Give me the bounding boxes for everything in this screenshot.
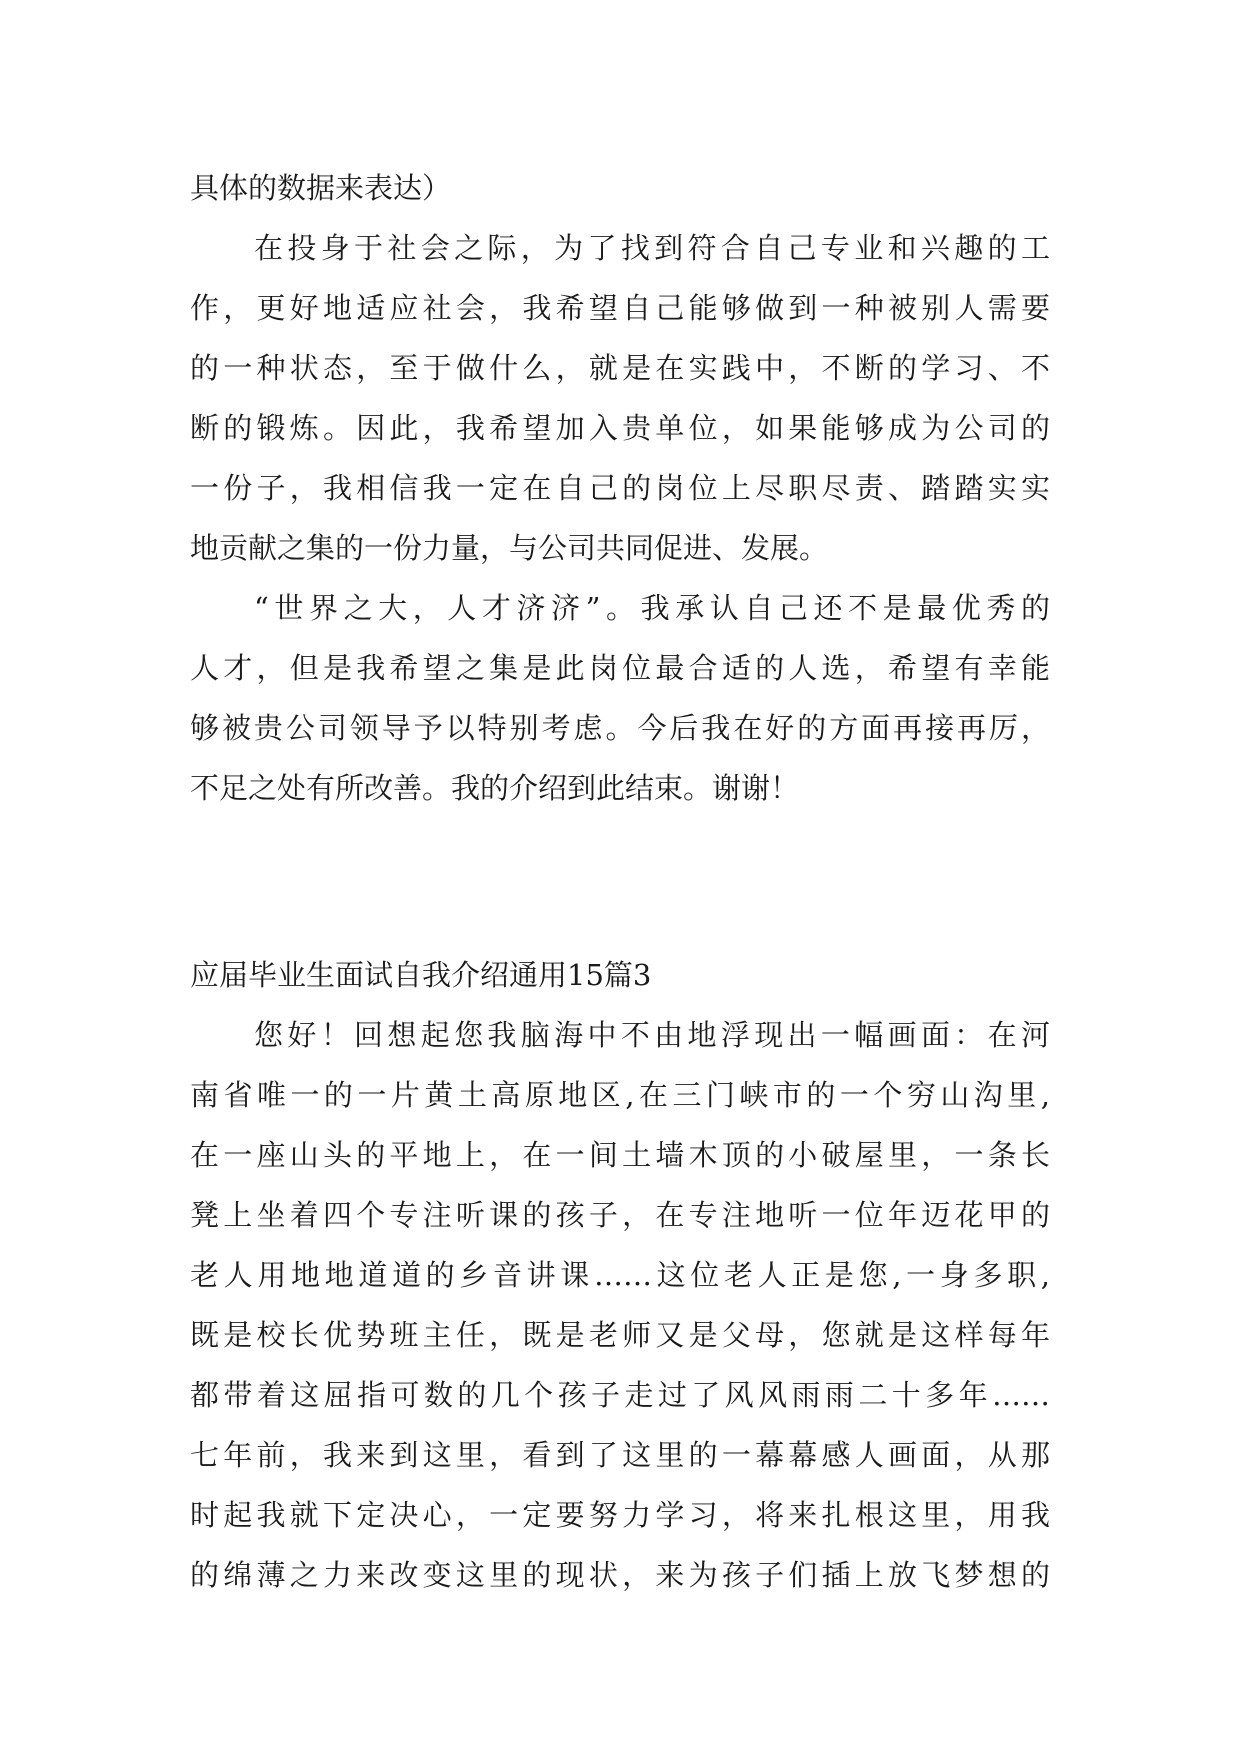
text-line: 您好！回想起您我脑海中不由地浮现出一幅画面：在河 [254,1018,1050,1052]
text-line: 断的锻炼。因此，我希望加入贵单位，如果能够成为公司的 [190,411,1050,445]
text-line: 七年前，我来到这里，看到了这里的一幕幕感人画面，从那 [190,1438,1050,1472]
text-line: “世界之大，人才济济”。我承认自己还不是最优秀的 [254,591,1050,625]
text-line: 南省唯一的一片黄土高原地区,在三门峡市的一个穷山沟里, [190,1078,1050,1112]
text-line: 都带着这屈指可数的几个孩子走过了风风雨雨二十多年…… [190,1378,1050,1412]
text-line: 的绵薄之力来改变这里的现状，来为孩子们插上放飞梦想的 [190,1558,1050,1592]
text-line: 既是校长优势班主任，既是老师又是父母，您就是这样每年 [190,1318,1050,1352]
text-line: 作，更好地适应社会，我希望自己能够做到一种被别人需要 [190,291,1050,325]
text-line: 不足之处有所改善。我的介绍到此结束。谢谢！ [190,771,800,805]
text-line: 的一种状态，至于做什么，就是在实践中，不断的学习、不 [190,351,1050,385]
document-page [190,158,1050,1605]
text-line: 在投身于社会之际，为了找到符合自己专业和兴趣的工 [254,231,1050,265]
text-line: 够被贵公司领导予以特别考虑。今后我在好的方面再接再厉， [190,711,1050,745]
text-line: 凳上坐着四个专注听课的孩子，在专注地听一位年迈花甲的 [190,1198,1050,1232]
text-line: 具体的数据来表达） [190,171,452,205]
section-heading: 应届毕业生面试自我介绍通用15篇3 [190,958,652,992]
text-line: 地贡献之集的一份力量，与公司共同促进、发展。 [190,531,829,565]
text-line: 老人用地地道道的乡音讲课……这位老人正是您,一身多职, [190,1258,1050,1292]
section-gap [190,818,1050,945]
text-line: 时起我就下定决心，一定要努力学习，将来扎根这里，用我 [190,1498,1050,1532]
text-line: 一份子，我相信我一定在自己的岗位上尽职尽责、踏踏实实 [190,471,1050,505]
text-line: 人才，但是我希望之集是此岗位最合适的人选，希望有幸能 [190,651,1050,685]
text-line: 在一座山头的平地上，在一间土墙木顶的小破屋里，一条长 [190,1138,1050,1172]
